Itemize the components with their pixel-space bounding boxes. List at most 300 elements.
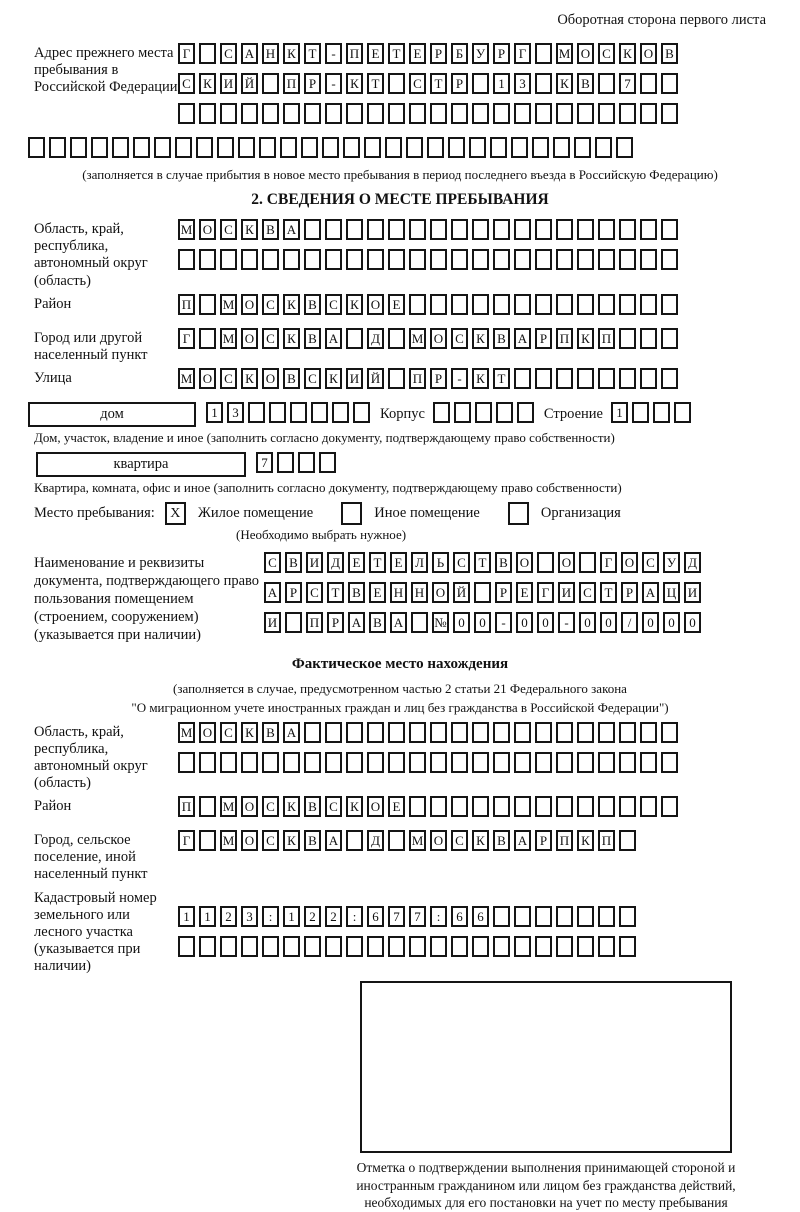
char-cell[interactable] xyxy=(674,402,691,423)
char-cell[interactable] xyxy=(493,936,510,957)
char-cell[interactable] xyxy=(346,936,363,957)
char-cell[interactable] xyxy=(304,249,321,270)
char-cell[interactable] xyxy=(535,936,552,957)
char-cell[interactable] xyxy=(598,219,615,240)
char-cell[interactable] xyxy=(514,103,531,124)
char-cell[interactable] xyxy=(199,43,216,64)
char-cell[interactable]: К xyxy=(472,328,489,349)
char-cell[interactable] xyxy=(577,936,594,957)
char-cell[interactable]: 0 xyxy=(537,612,554,633)
char-cell[interactable]: С xyxy=(451,830,468,851)
char-cell[interactable]: В xyxy=(304,796,321,817)
char-cell[interactable]: С xyxy=(262,328,279,349)
char-cell[interactable] xyxy=(619,830,636,851)
char-cell[interactable] xyxy=(619,219,636,240)
char-cell[interactable]: В xyxy=(304,294,321,315)
char-cell[interactable] xyxy=(556,796,573,817)
char-cell[interactable]: Р xyxy=(493,43,510,64)
char-cell[interactable] xyxy=(430,722,447,743)
char-cell[interactable] xyxy=(535,73,552,94)
char-cell[interactable]: Е xyxy=(390,552,407,573)
char-cell[interactable] xyxy=(493,219,510,240)
char-cell[interactable] xyxy=(178,752,195,773)
char-cell[interactable]: Н xyxy=(390,582,407,603)
char-cell[interactable] xyxy=(91,137,108,158)
char-cell[interactable]: К xyxy=(241,722,258,743)
char-cell[interactable] xyxy=(598,249,615,270)
char-cell[interactable] xyxy=(353,402,370,423)
char-cell[interactable] xyxy=(556,906,573,927)
char-cell[interactable] xyxy=(346,249,363,270)
char-cell[interactable] xyxy=(304,936,321,957)
char-cell[interactable]: С xyxy=(325,796,342,817)
char-cell[interactable]: О xyxy=(199,722,216,743)
char-cell[interactable] xyxy=(259,137,276,158)
char-cell[interactable] xyxy=(304,219,321,240)
char-cell[interactable] xyxy=(632,402,649,423)
char-cell[interactable]: Р xyxy=(535,328,552,349)
char-cell[interactable] xyxy=(514,796,531,817)
checkbox-residential[interactable]: X xyxy=(165,502,186,525)
char-cell[interactable]: П xyxy=(598,830,615,851)
char-cell[interactable]: Р xyxy=(451,73,468,94)
char-cell[interactable]: О xyxy=(432,582,449,603)
char-cell[interactable] xyxy=(280,137,297,158)
char-cell[interactable] xyxy=(325,249,342,270)
char-cell[interactable] xyxy=(199,752,216,773)
char-cell[interactable] xyxy=(199,328,216,349)
char-cell[interactable]: С xyxy=(220,219,237,240)
char-cell[interactable] xyxy=(661,294,678,315)
char-cell[interactable] xyxy=(343,137,360,158)
char-cell[interactable] xyxy=(175,137,192,158)
char-cell[interactable]: Й xyxy=(453,582,470,603)
char-cell[interactable]: К xyxy=(241,368,258,389)
char-cell[interactable]: С xyxy=(451,328,468,349)
char-cell[interactable]: М xyxy=(556,43,573,64)
char-cell[interactable] xyxy=(451,752,468,773)
char-cell[interactable]: У xyxy=(663,552,680,573)
char-cell[interactable] xyxy=(514,249,531,270)
char-cell[interactable]: - xyxy=(325,43,342,64)
char-cell[interactable] xyxy=(269,402,286,423)
char-cell[interactable]: Т xyxy=(474,552,491,573)
char-cell[interactable] xyxy=(472,796,489,817)
char-cell[interactable]: К xyxy=(346,796,363,817)
char-cell[interactable] xyxy=(619,906,636,927)
char-cell[interactable] xyxy=(346,103,363,124)
char-cell[interactable]: О xyxy=(430,328,447,349)
char-cell[interactable]: Е xyxy=(409,43,426,64)
char-cell[interactable]: Н xyxy=(262,43,279,64)
char-cell[interactable] xyxy=(217,137,234,158)
char-cell[interactable]: Р xyxy=(495,582,512,603)
char-cell[interactable] xyxy=(577,103,594,124)
char-cell[interactable]: М xyxy=(178,368,195,389)
char-cell[interactable] xyxy=(640,294,657,315)
char-cell[interactable] xyxy=(220,249,237,270)
char-cell[interactable]: 6 xyxy=(367,906,384,927)
char-cell[interactable] xyxy=(469,137,486,158)
char-cell[interactable] xyxy=(653,402,670,423)
char-cell[interactable]: А xyxy=(241,43,258,64)
char-cell[interactable]: Р xyxy=(430,368,447,389)
char-cell[interactable]: Р xyxy=(430,43,447,64)
char-cell[interactable]: 0 xyxy=(516,612,533,633)
char-cell[interactable] xyxy=(70,137,87,158)
char-cell[interactable]: Т xyxy=(430,73,447,94)
char-cell[interactable] xyxy=(199,830,216,851)
char-cell[interactable]: С xyxy=(642,552,659,573)
char-cell[interactable] xyxy=(409,103,426,124)
char-cell[interactable] xyxy=(220,752,237,773)
char-cell[interactable] xyxy=(535,249,552,270)
char-cell[interactable]: Г xyxy=(600,552,617,573)
char-cell[interactable] xyxy=(290,402,307,423)
char-cell[interactable] xyxy=(238,137,255,158)
char-cell[interactable] xyxy=(199,249,216,270)
char-cell[interactable]: В xyxy=(661,43,678,64)
char-cell[interactable] xyxy=(277,452,294,473)
char-cell[interactable] xyxy=(454,402,471,423)
char-cell[interactable] xyxy=(283,103,300,124)
char-cell[interactable] xyxy=(535,752,552,773)
char-cell[interactable] xyxy=(616,137,633,158)
char-cell[interactable] xyxy=(346,328,363,349)
char-cell[interactable] xyxy=(325,936,342,957)
char-cell[interactable]: 0 xyxy=(474,612,491,633)
char-cell[interactable] xyxy=(322,137,339,158)
char-cell[interactable]: Г xyxy=(178,43,195,64)
char-cell[interactable] xyxy=(409,249,426,270)
char-cell[interactable]: В xyxy=(495,552,512,573)
char-cell[interactable] xyxy=(661,219,678,240)
char-cell[interactable]: А xyxy=(283,219,300,240)
char-cell[interactable] xyxy=(325,722,342,743)
char-cell[interactable] xyxy=(661,103,678,124)
char-cell[interactable]: В xyxy=(348,582,365,603)
char-cell[interactable] xyxy=(49,137,66,158)
char-cell[interactable] xyxy=(262,103,279,124)
char-cell[interactable]: В xyxy=(577,73,594,94)
char-cell[interactable] xyxy=(472,294,489,315)
char-cell[interactable]: П xyxy=(556,830,573,851)
char-cell[interactable] xyxy=(514,752,531,773)
char-cell[interactable]: В xyxy=(285,552,302,573)
char-cell[interactable] xyxy=(535,294,552,315)
char-cell[interactable] xyxy=(661,722,678,743)
char-cell[interactable]: Г xyxy=(178,328,195,349)
char-cell[interactable]: О xyxy=(262,368,279,389)
char-cell[interactable] xyxy=(472,73,489,94)
char-cell[interactable] xyxy=(430,249,447,270)
char-cell[interactable]: К xyxy=(241,219,258,240)
char-cell[interactable] xyxy=(241,103,258,124)
char-cell[interactable] xyxy=(325,219,342,240)
char-cell[interactable] xyxy=(409,796,426,817)
char-cell[interactable] xyxy=(598,906,615,927)
char-cell[interactable]: П xyxy=(178,294,195,315)
char-cell[interactable] xyxy=(385,137,402,158)
char-cell[interactable]: Н xyxy=(411,582,428,603)
char-cell[interactable] xyxy=(388,219,405,240)
char-cell[interactable] xyxy=(619,328,636,349)
char-cell[interactable]: 2 xyxy=(304,906,321,927)
char-cell[interactable]: Р xyxy=(304,73,321,94)
char-cell[interactable] xyxy=(556,103,573,124)
char-cell[interactable] xyxy=(577,368,594,389)
char-cell[interactable]: К xyxy=(556,73,573,94)
char-cell[interactable]: В xyxy=(304,830,321,851)
char-cell[interactable] xyxy=(199,796,216,817)
char-cell[interactable] xyxy=(430,796,447,817)
char-cell[interactable] xyxy=(262,752,279,773)
char-cell[interactable] xyxy=(430,294,447,315)
char-cell[interactable] xyxy=(430,103,447,124)
char-cell[interactable] xyxy=(409,936,426,957)
char-cell[interactable] xyxy=(451,219,468,240)
char-cell[interactable]: А xyxy=(264,582,281,603)
char-cell[interactable]: С xyxy=(220,43,237,64)
char-cell[interactable] xyxy=(475,402,492,423)
char-cell[interactable]: 1 xyxy=(611,402,628,423)
char-cell[interactable] xyxy=(409,722,426,743)
char-cell[interactable]: О xyxy=(367,294,384,315)
char-cell[interactable] xyxy=(448,137,465,158)
char-cell[interactable]: П xyxy=(598,328,615,349)
char-cell[interactable]: Р xyxy=(535,830,552,851)
char-cell[interactable]: П xyxy=(283,73,300,94)
char-cell[interactable]: А xyxy=(325,328,342,349)
char-cell[interactable]: Т xyxy=(369,552,386,573)
char-cell[interactable]: 7 xyxy=(388,906,405,927)
char-cell[interactable]: О xyxy=(516,552,533,573)
char-cell[interactable] xyxy=(409,752,426,773)
char-cell[interactable] xyxy=(556,936,573,957)
char-cell[interactable]: О xyxy=(577,43,594,64)
char-cell[interactable] xyxy=(640,328,657,349)
char-cell[interactable]: Е xyxy=(388,796,405,817)
char-cell[interactable]: - xyxy=(495,612,512,633)
char-cell[interactable]: В xyxy=(493,830,510,851)
char-cell[interactable] xyxy=(364,137,381,158)
char-cell[interactable]: Т xyxy=(327,582,344,603)
char-cell[interactable]: С xyxy=(220,722,237,743)
char-cell[interactable] xyxy=(451,294,468,315)
char-cell[interactable] xyxy=(577,249,594,270)
char-cell[interactable] xyxy=(574,137,591,158)
char-cell[interactable] xyxy=(514,906,531,927)
char-cell[interactable] xyxy=(598,722,615,743)
char-cell[interactable]: С xyxy=(325,294,342,315)
char-cell[interactable]: 6 xyxy=(451,906,468,927)
char-cell[interactable]: О xyxy=(621,552,638,573)
char-cell[interactable]: М xyxy=(220,830,237,851)
char-cell[interactable] xyxy=(262,249,279,270)
char-cell[interactable]: П xyxy=(178,796,195,817)
char-cell[interactable]: С xyxy=(453,552,470,573)
char-cell[interactable]: А xyxy=(390,612,407,633)
char-cell[interactable]: В xyxy=(304,328,321,349)
char-cell[interactable] xyxy=(640,219,657,240)
char-cell[interactable] xyxy=(178,936,195,957)
char-cell[interactable] xyxy=(472,936,489,957)
char-cell[interactable] xyxy=(640,73,657,94)
char-cell[interactable] xyxy=(388,73,405,94)
char-cell[interactable]: - xyxy=(325,73,342,94)
char-cell[interactable] xyxy=(367,752,384,773)
char-cell[interactable] xyxy=(409,219,426,240)
char-cell[interactable] xyxy=(262,73,279,94)
char-cell[interactable]: Д xyxy=(367,830,384,851)
char-cell[interactable] xyxy=(535,103,552,124)
char-cell[interactable]: 3 xyxy=(227,402,244,423)
char-cell[interactable] xyxy=(367,936,384,957)
char-cell[interactable]: 0 xyxy=(453,612,470,633)
char-cell[interactable] xyxy=(319,452,336,473)
char-cell[interactable]: Р xyxy=(621,582,638,603)
char-cell[interactable] xyxy=(241,936,258,957)
char-cell[interactable]: К xyxy=(472,368,489,389)
char-cell[interactable] xyxy=(388,936,405,957)
char-cell[interactable]: Ц xyxy=(663,582,680,603)
apartment-type-box[interactable] xyxy=(36,452,246,477)
char-cell[interactable] xyxy=(241,249,258,270)
char-cell[interactable]: 7 xyxy=(409,906,426,927)
char-cell[interactable]: О xyxy=(199,368,216,389)
char-cell[interactable] xyxy=(472,752,489,773)
char-cell[interactable]: 0 xyxy=(642,612,659,633)
char-cell[interactable]: 1 xyxy=(206,402,223,423)
char-cell[interactable]: В xyxy=(283,368,300,389)
char-cell[interactable] xyxy=(472,722,489,743)
char-cell[interactable] xyxy=(301,137,318,158)
char-cell[interactable] xyxy=(493,722,510,743)
char-cell[interactable]: 1 xyxy=(199,906,216,927)
char-cell[interactable]: А xyxy=(325,830,342,851)
char-cell[interactable] xyxy=(388,328,405,349)
char-cell[interactable]: В xyxy=(262,219,279,240)
char-cell[interactable]: В xyxy=(262,722,279,743)
char-cell[interactable] xyxy=(430,936,447,957)
char-cell[interactable]: К xyxy=(283,43,300,64)
char-cell[interactable]: М xyxy=(178,219,195,240)
char-cell[interactable] xyxy=(388,752,405,773)
char-cell[interactable] xyxy=(537,552,554,573)
char-cell[interactable]: К xyxy=(283,830,300,851)
char-cell[interactable]: С xyxy=(264,552,281,573)
char-cell[interactable] xyxy=(430,219,447,240)
char-cell[interactable]: А xyxy=(642,582,659,603)
char-cell[interactable] xyxy=(472,219,489,240)
char-cell[interactable] xyxy=(493,752,510,773)
char-cell[interactable] xyxy=(304,722,321,743)
char-cell[interactable]: / xyxy=(621,612,638,633)
char-cell[interactable] xyxy=(388,722,405,743)
char-cell[interactable] xyxy=(388,830,405,851)
char-cell[interactable]: Б xyxy=(451,43,468,64)
char-cell[interactable] xyxy=(367,103,384,124)
char-cell[interactable]: М xyxy=(220,328,237,349)
char-cell[interactable] xyxy=(598,752,615,773)
char-cell[interactable]: 3 xyxy=(514,73,531,94)
char-cell[interactable] xyxy=(325,103,342,124)
char-cell[interactable] xyxy=(367,219,384,240)
char-cell[interactable] xyxy=(577,219,594,240)
char-cell[interactable] xyxy=(556,752,573,773)
char-cell[interactable]: О xyxy=(367,796,384,817)
char-cell[interactable] xyxy=(496,402,513,423)
char-cell[interactable] xyxy=(598,103,615,124)
char-cell[interactable] xyxy=(367,249,384,270)
char-cell[interactable] xyxy=(283,752,300,773)
char-cell[interactable]: С xyxy=(262,796,279,817)
char-cell[interactable]: П xyxy=(306,612,323,633)
house-type-box[interactable] xyxy=(28,402,196,427)
char-cell[interactable] xyxy=(517,402,534,423)
char-cell[interactable] xyxy=(640,722,657,743)
char-cell[interactable]: М xyxy=(409,328,426,349)
char-cell[interactable] xyxy=(427,137,444,158)
char-cell[interactable] xyxy=(577,294,594,315)
char-cell[interactable] xyxy=(661,73,678,94)
char-cell[interactable]: Т xyxy=(388,43,405,64)
char-cell[interactable] xyxy=(619,103,636,124)
char-cell[interactable]: Г xyxy=(178,830,195,851)
char-cell[interactable] xyxy=(367,722,384,743)
char-cell[interactable]: К xyxy=(619,43,636,64)
char-cell[interactable]: 0 xyxy=(663,612,680,633)
char-cell[interactable] xyxy=(553,137,570,158)
char-cell[interactable]: Д xyxy=(684,552,701,573)
char-cell[interactable]: В xyxy=(493,328,510,349)
char-cell[interactable]: К xyxy=(283,328,300,349)
char-cell[interactable] xyxy=(577,722,594,743)
char-cell[interactable] xyxy=(133,137,150,158)
char-cell[interactable]: И xyxy=(684,582,701,603)
char-cell[interactable] xyxy=(283,249,300,270)
char-cell[interactable] xyxy=(262,936,279,957)
char-cell[interactable] xyxy=(577,906,594,927)
char-cell[interactable]: К xyxy=(283,796,300,817)
char-cell[interactable] xyxy=(640,796,657,817)
char-cell[interactable]: 2 xyxy=(220,906,237,927)
char-cell[interactable] xyxy=(472,249,489,270)
char-cell[interactable]: Г xyxy=(537,582,554,603)
char-cell[interactable]: С xyxy=(220,368,237,389)
char-cell[interactable]: А xyxy=(514,328,531,349)
char-cell[interactable]: 1 xyxy=(493,73,510,94)
char-cell[interactable] xyxy=(493,906,510,927)
char-cell[interactable]: 0 xyxy=(684,612,701,633)
char-cell[interactable] xyxy=(493,249,510,270)
char-cell[interactable]: К xyxy=(346,294,363,315)
char-cell[interactable]: С xyxy=(262,830,279,851)
char-cell[interactable]: Р xyxy=(327,612,344,633)
char-cell[interactable] xyxy=(640,103,657,124)
char-cell[interactable] xyxy=(556,368,573,389)
char-cell[interactable]: Т xyxy=(600,582,617,603)
char-cell[interactable]: О xyxy=(640,43,657,64)
char-cell[interactable]: Р xyxy=(285,582,302,603)
char-cell[interactable] xyxy=(619,294,636,315)
char-cell[interactable]: Т xyxy=(304,43,321,64)
char-cell[interactable]: : xyxy=(430,906,447,927)
char-cell[interactable] xyxy=(640,249,657,270)
char-cell[interactable]: В xyxy=(369,612,386,633)
char-cell[interactable] xyxy=(514,368,531,389)
char-cell[interactable] xyxy=(579,552,596,573)
